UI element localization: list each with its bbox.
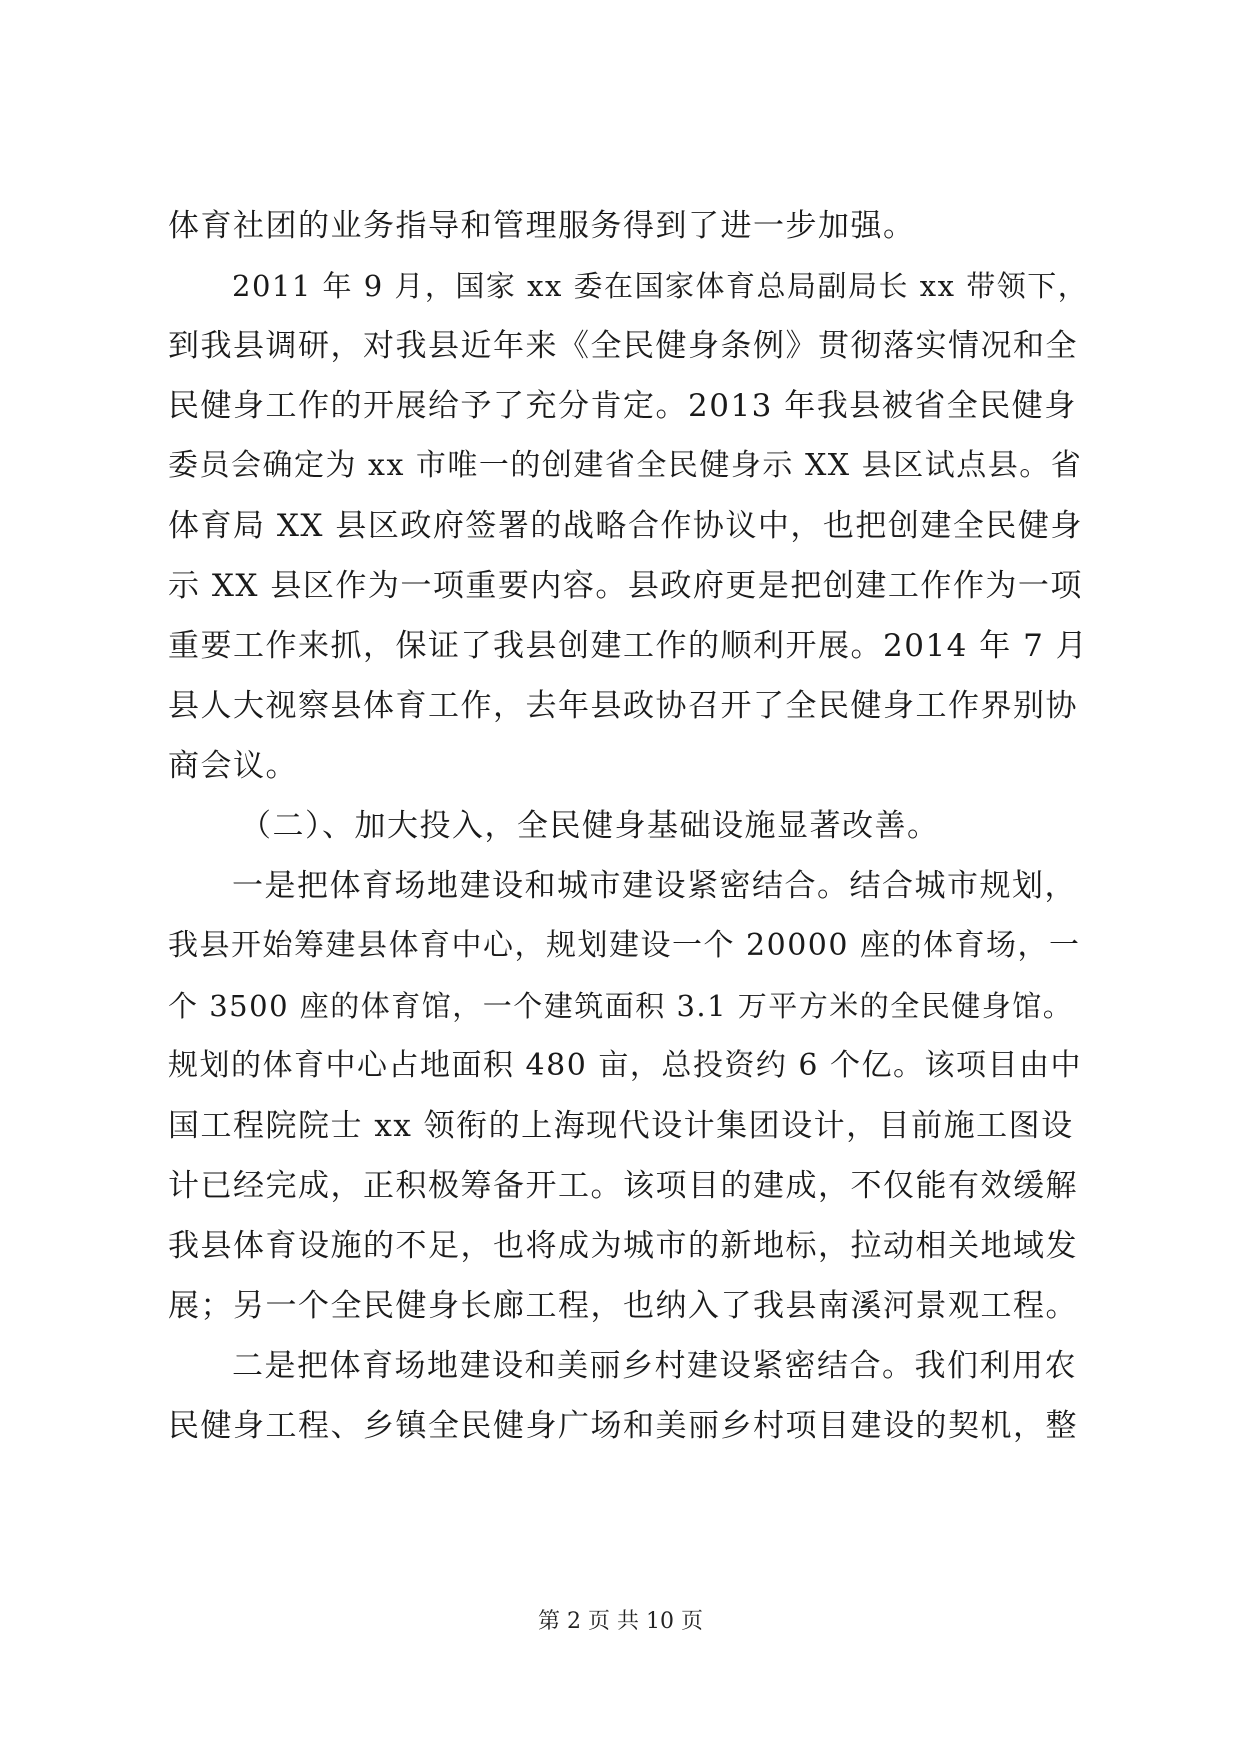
- body-text: [168, 196, 1088, 1456]
- text-line: 国工程院院士 xx 领衔的上海现代设计集团设计，目前施工图设: [168, 1108, 1074, 1144]
- text-line: 民健身工程、乡镇全民健身广场和美丽乡村项目建设的契机，整: [168, 1408, 1078, 1444]
- text-line: 展；另一个全民健身长廊工程，也纳入了我县南溪河景观工程。: [168, 1288, 1078, 1324]
- text-line: 体育局 XX 县区政府签署的战略合作协议中，也把创建全民健身: [168, 508, 1083, 544]
- section-heading: （二）、加大投入，全民健身基础设施显著改善。: [240, 808, 940, 844]
- text-line: 规划的体育中心占地面积 480 亩，总投资约 6 个亿。该项目由中: [168, 1048, 1082, 1083]
- page-footer: 第 2 页 共 10 页: [538, 1609, 703, 1634]
- text-line: 到我县调研，对我县近年来《全民健身条例》贯彻落实情况和全: [168, 328, 1078, 364]
- text-line: 商会议。: [168, 748, 298, 784]
- text-line: 县人大视察县体育工作，去年县政协召开了全民健身工作界别协: [168, 688, 1078, 724]
- text-line: 我县开始筹建县体育中心，规划建设一个 20000 座的体育场，一: [168, 928, 1081, 963]
- text-line: 二是把体育场地建设和美丽乡村建设紧密结合。我们利用农: [232, 1348, 1077, 1384]
- text-line: 2011 年 9 月，国家 xx 委在国家体育总局副局长 xx 带领下，: [232, 269, 1089, 303]
- text-line: 我县体育设施的不足，也将成为城市的新地标，拉动相关地域发: [168, 1228, 1078, 1264]
- text-line: 计已经完成，正积极筹备开工。该项目的建成，不仅能有效缓解: [168, 1168, 1078, 1204]
- text-line: 重要工作来抓，保证了我县创建工作的顺利开展。2014 年 7 月: [168, 628, 1089, 664]
- text-line: 示 XX 县区作为一项重要内容。县政府更是把创建工作作为一项: [168, 568, 1083, 604]
- text-line: 民健身工作的开展给予了充分肯定。2013 年我县被省全民健身: [168, 388, 1077, 424]
- text-line: 体育社团的业务指导和管理服务得到了进一步加强。: [168, 208, 916, 244]
- text-line: 一是把体育场地建设和城市建设紧密结合。结合城市规划，: [232, 868, 1077, 904]
- text-line: 委员会确定为 xx 市唯一的创建省全民健身示 XX 县区试点县。省: [168, 448, 1083, 483]
- text-line: 个 3500 座的体育馆，一个建筑面积 3.1 万平方米的全民健身馆。: [168, 989, 1074, 1023]
